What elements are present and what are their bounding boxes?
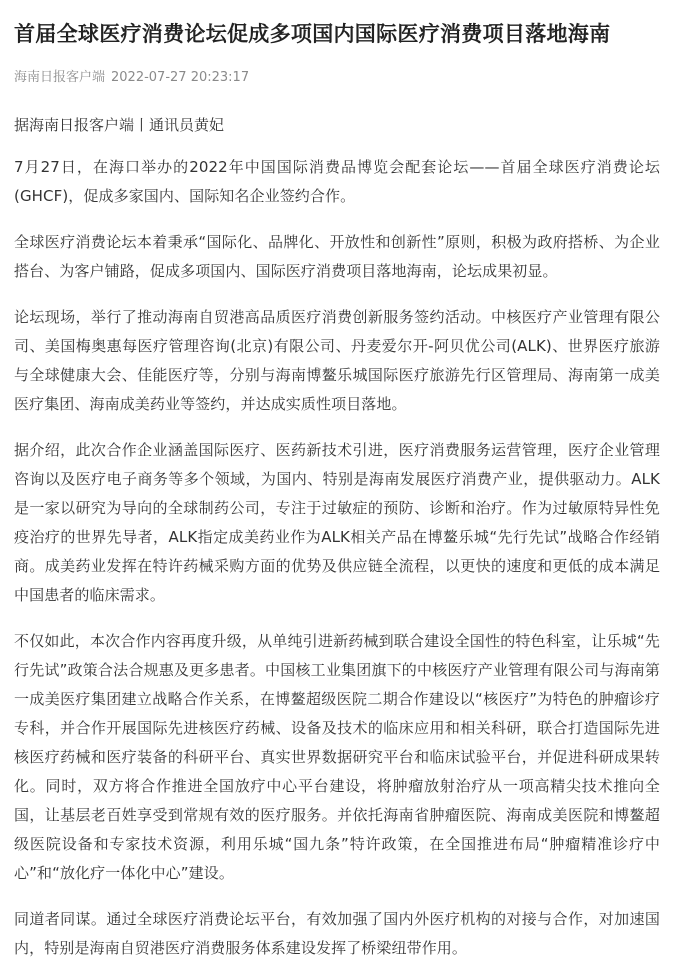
article-paragraph-6: 同道者同谋。通过全球医疗消费论坛平台，有效加强了国内外医疗机构的对接与合作，对加速国内，特别是海南自贸港医疗消费服务体系建设发挥了桥梁纽带作用。 bbox=[14, 910, 660, 957]
article-paragraph-5: 不仅如此，本次合作内容再度升级，从单纯引进新药械到联合建设全国性的特色科室，让乐城“先行先试”政策合法合规惠及更多患者。中国核工业集团旗下的中核医疗产业管理有限公司与海南第一成美医疗集团建立战略合作关系，在博鳌超级医院二期合作建设以“核医疗”为特色的肿瘤诊疗专科，并合作开展国际先进核医疗药械、设备及技术的临床应用和相关科研，联合打造国际先进核医疗药械和医疗装备的科研平台、真实世界数据研究平台和临床试验平台，并促进科研成果转化。同时，双方将合作推进全国放疗中心平台建设，将肿瘤放射治疗从一项高精尖技术推向全国，让基层老百姓享受到常规有效的医疗服务。并依托海南省肿瘤医院、海南成美医院和博鳌超级医院设备和专家技术资源，利用乐城“国九条”特许政策，在全国推进布局“肿瘤精准诊疗中心”和“放化疗一体化中心”建设。 bbox=[14, 632, 660, 882]
article-meta bbox=[14, 69, 660, 87]
article-source: 海南日报客户端 bbox=[14, 70, 106, 85]
article-paragraph-2: 全球医疗消费论坛本着秉承“国际化、品牌化、开放性和创新性”原则，积极为政府搭桥、为企业搭台、为客户铺路，促成多项国内、国际医疗消费项目落地海南，论坛成果初显。 bbox=[14, 233, 660, 280]
article-paragraph-3: 论坛现场，举行了推动海南自贸港高品质医疗消费创新服务签约活动。中核医疗产业管理有限公司、美国梅奥惠每医疗管理咨询(北京)有限公司、丹麦爱尔开-阿贝优公司(ALK)、世界医疗旅游与全球健康大会、佳能医疗等，分别与海南博鳌乐城国际医疗旅游先行区管理局、海南第一成美医疗集团、海南成美药业等签约，并达成实质性项目落地。 bbox=[14, 308, 660, 413]
article-byline: 据海南日报客户端丨通讯员黄妃 bbox=[14, 116, 225, 134]
article-paragraph-1: 7月27日，在海口举办的2022年中国国际消费品博览会配套论坛——首届全球医疗消费论坛(GHCF)，促成多家国内、国际知名企业签约合作。 bbox=[14, 158, 660, 205]
article-timestamp: 2022-07-27 20:23:17 bbox=[111, 70, 250, 85]
article-paragraph-4: 据介绍，此次合作企业涵盖国际医疗、医药新技术引进，医疗消费服务运营管理，医疗企业管理咨询以及医疗电子商务等多个领域，为国内、特别是海南发展医疗消费产业，提供驱动力。ALK是一家以研究为导向的全球制药公司，专注于过敏症的预防、诊断和治疗。作为过敏原特异性免疫治疗的世界先导者，ALK指定成美药业作为ALK相关产品在博鳌乐城“先行先试”战略合作经销商。成美药业发挥在特许药械采购方面的优势及供应链全流程，以更快的速度和更低的成本满足中国患者的临床需求。 bbox=[14, 441, 660, 604]
article-title: 首届全球医疗消费论坛促成多项国内国际医疗消费项目落地海南 bbox=[14, 22, 611, 46]
